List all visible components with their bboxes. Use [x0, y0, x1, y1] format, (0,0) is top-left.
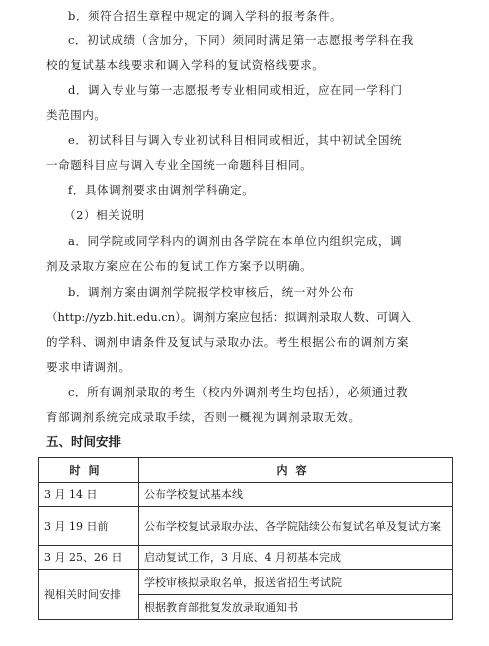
text-line-9: （2）相关说明 — [64, 208, 145, 222]
row-time: 3 月 19 日前 — [39, 507, 139, 546]
table-row — [39, 507, 453, 546]
text-line-16: c．所有调剂录取的考生（校内外调剂考生均包括），必须通过教 — [68, 385, 409, 399]
text-line-1: b．须符合招生章程中规定的调入学科的报考条件。 — [68, 9, 343, 23]
section-heading: 五、时间安排 — [46, 434, 122, 449]
text-line-13: （http://yzb.hit.edu.cn）。调剂方案应包括：拟调剂录取人数、可调入 — [46, 310, 411, 324]
text-line-17: 育部调剂系统完成录取手续，否则一概视为调剂录取无效。 — [46, 410, 361, 424]
text-line-11: 剂及录取方案应在公布的复试工作方案予以明确。 — [46, 259, 313, 273]
row-content: 启动复试工作，3 月底、4 月初基本完成 — [139, 546, 453, 570]
row-time: 3 月 14 日 — [39, 483, 139, 507]
text-line-14: 的学科、调剂申请条件及复试与录取办法。考生根据公布的调剂方案 — [46, 335, 409, 349]
row-content: 学校审核拟录取名单，报送省招生考试院 — [139, 570, 453, 595]
text-line-7: 一命题科目应与调入专业全国统一命题科目相同。 — [46, 158, 313, 172]
text-line-4: d．调入专业与第一志愿报考专业相同或相近，应在同一学科门 — [68, 83, 403, 97]
text-line-3: 校的复试基本线要求和调入学科的复试资格线要求。 — [46, 58, 325, 72]
text-line-6: e．初试科目与调入专业初试科目相同或相近，其中初试全国统 — [68, 133, 403, 147]
header-time: 时间 — [39, 458, 139, 483]
table-header-row — [39, 458, 453, 483]
row-time-merged: 视相关时间安排 — [39, 570, 139, 620]
text-line-12: b．调剂方案由调剂学院报学校审核后，统一对外公布 — [68, 285, 355, 299]
row-content: 公布学校复试基本线 — [139, 483, 453, 507]
header-content: 内容 — [139, 458, 453, 483]
text-line-2: c．初试成绩（含加分，下同）须同时满足第一志愿报考学科在我 — [68, 33, 414, 47]
text-line-8: f．具体调剂要求由调剂学科确定。 — [68, 183, 255, 197]
table-row — [39, 483, 453, 507]
schedule-table — [38, 457, 453, 620]
table-row — [39, 546, 453, 570]
text-line-15: 要求申请调剂。 — [46, 360, 131, 374]
row-content: 根据教育部批复发放录取通知书 — [139, 595, 453, 620]
row-content: 公布学校复试录取办法、各学院陆续公布复试名单及复试方案 — [139, 507, 453, 546]
text-line-10: a．同学院或同学科内的调剂由各学院在本单位内组织完成，调 — [68, 234, 403, 248]
table-row — [39, 570, 453, 595]
row-time: 3 月 25、26 日 — [39, 546, 139, 570]
text-line-5: 类范围内。 — [46, 108, 107, 122]
